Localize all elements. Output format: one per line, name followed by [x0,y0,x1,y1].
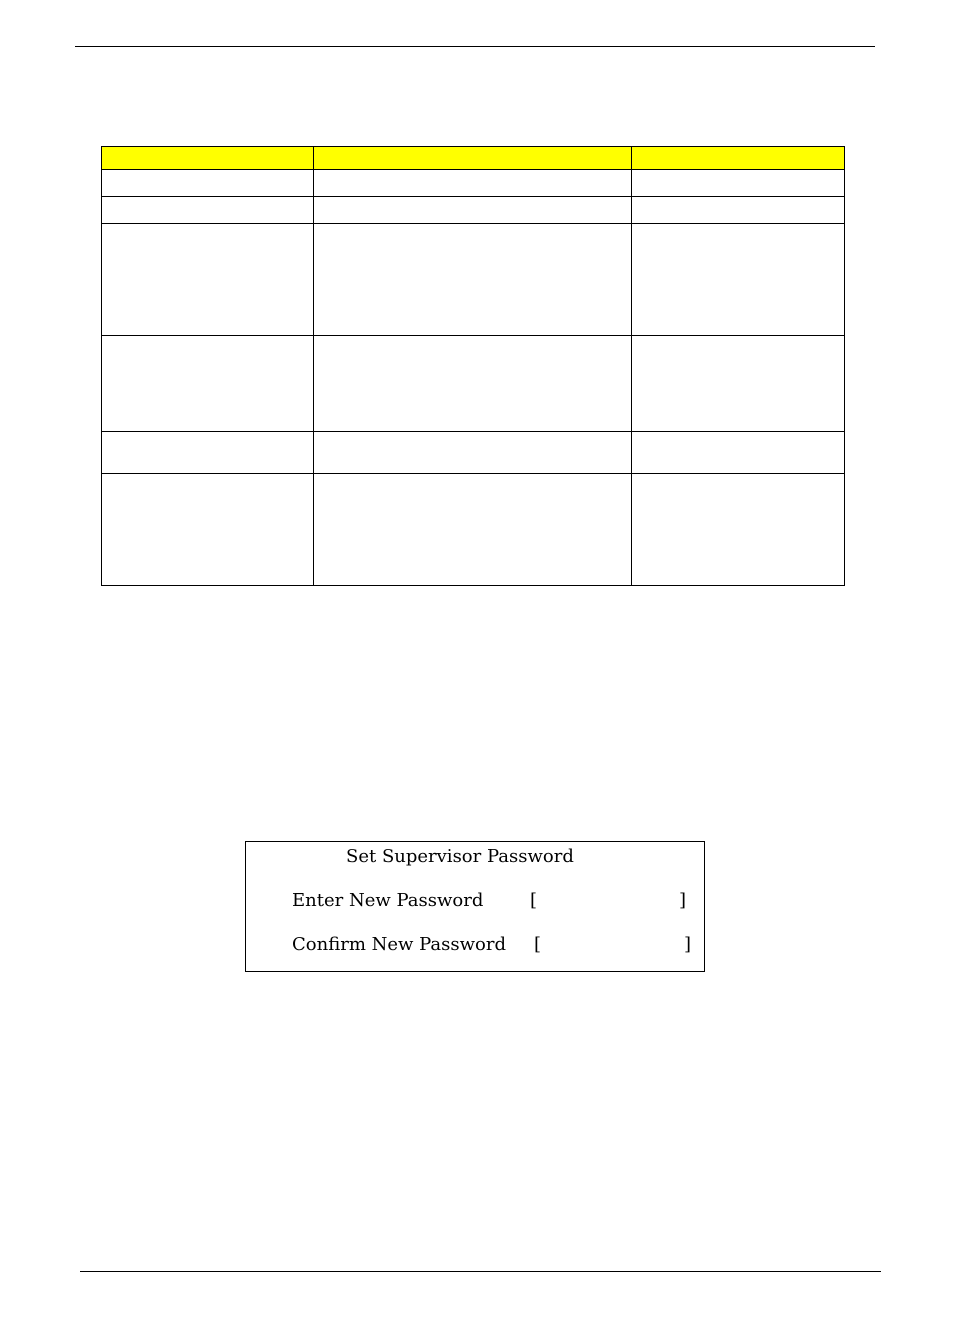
confirm-password-bracket-open: [ [534,934,542,955]
table-cell [314,336,632,432]
enter-password-bracket-close: ] [679,890,687,911]
header-cell [314,147,632,170]
header-cell [632,147,845,170]
table-row [102,474,845,586]
table-cell [102,474,314,586]
table-cell [314,197,632,224]
table-cell [102,224,314,336]
table-cell [314,432,632,474]
enter-new-password-label: Enter New Password [292,890,484,911]
table-cell [102,170,314,197]
confirm-new-password-label: Confirm New Password [292,934,507,955]
table-cell [632,432,845,474]
table-cell [314,474,632,586]
table-header-row [102,147,845,170]
table-cell [632,197,845,224]
table-row [102,197,845,224]
table-cell [632,224,845,336]
header-rule [75,46,875,47]
confirm-password-bracket-close: ] [684,934,692,955]
enter-password-bracket-open: [ [530,890,538,911]
footer-rule [80,1271,881,1272]
table-cell [632,170,845,197]
table-cell [102,336,314,432]
table-row [102,170,845,197]
settings-table [101,146,845,586]
dialog-title: Set Supervisor Password [346,846,574,867]
table-cell [102,197,314,224]
set-supervisor-password-dialog [245,841,705,972]
table-cell [314,170,632,197]
table-cell [632,474,845,586]
table-cell [102,432,314,474]
table-cell [314,224,632,336]
table-cell [632,336,845,432]
table-row [102,336,845,432]
table-row [102,224,845,336]
header-cell [102,147,314,170]
table-row [102,432,845,474]
